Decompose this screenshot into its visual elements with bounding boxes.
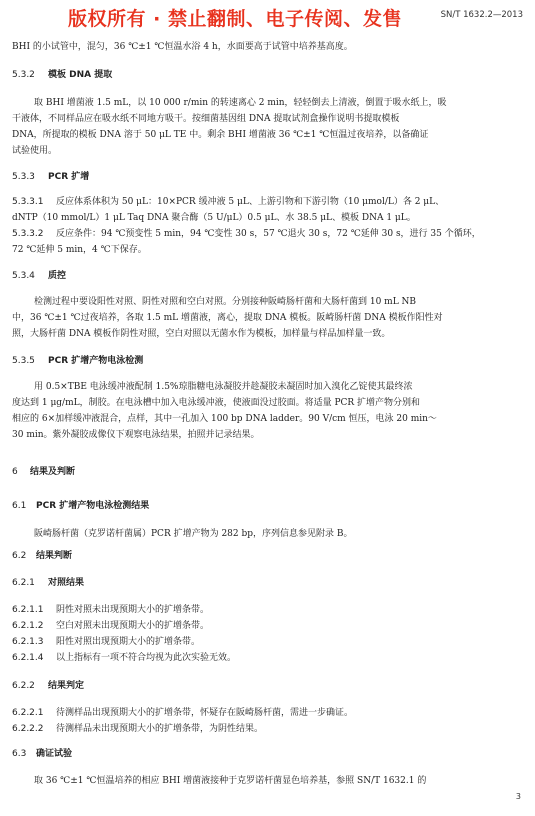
section-number: 5.3.5 (12, 356, 35, 366)
clause-number: 6.2.2.1 (12, 708, 44, 718)
clause-number: 6.2.1.2 (12, 621, 44, 631)
paragraph-line: 30 min。紫外凝胶成像仪下观察电泳结果，拍照并记录结果。 (12, 430, 260, 440)
section-number: 5.3.3 (12, 172, 35, 182)
section-number: 6 (12, 467, 18, 477)
section-number: 6.1 (12, 501, 27, 511)
paragraph-line: 取 BHI 增菌液 1.5 mL，以 10 000 r/min 的转速离心 2 min，轻轻倒去上清液，倒置于吸水纸上，吸 (34, 98, 447, 108)
paragraph-line: DNA，所提取的模板 DNA 溶于 50 μL TE 中。剩余 BHI 增菌液 36 ℃±1 ℃恒温过夜培养，以备确证 (12, 130, 429, 140)
section-number: 6.2.1 (12, 578, 35, 588)
clause-number: 5.3.3.2 (12, 229, 44, 239)
clause-6-2-1-2 (12, 620, 209, 632)
clause-number: 6.2.2.2 (12, 724, 44, 734)
clause-6-2-2-2 (12, 723, 263, 735)
section-heading-5-3-4 (12, 270, 66, 282)
section-title: PCR 扩增产物电泳检测结果 (36, 501, 150, 511)
section-number: 5.3.2 (12, 70, 35, 80)
section-title: 结果判定 (48, 681, 85, 691)
document-number: SN/T 1632.2—2013 (440, 10, 523, 20)
paragraph-line: 照，大肠杆菌 DNA 模板作阴性对照，空白对照以无菌水作为模板，加样量与样品加样量一致。 (12, 329, 391, 339)
section-heading-6-3 (12, 748, 72, 760)
section-number: 6.3 (12, 749, 27, 759)
paragraph-line: 阪崎肠杆菌（克罗诺杆菌属）PCR 扩增产物为 282 bp，序列信息参见附录 B。 (34, 529, 353, 539)
clause-6-2-1-1 (12, 604, 209, 616)
clause-number: 6.2.1.1 (12, 605, 44, 615)
watermark-text: 版权所有 · 禁止翻制、电子传阅、发售 (68, 8, 402, 30)
clause-text: 以上指标有一项不符合均视为此次实验无效。 (56, 653, 237, 663)
clause-text: 反应体系体积为 50 μL：10×PCR 缓冲液 5 μL、上游引物和下游引物（10 μmol/L）各 2 μL、 (56, 197, 445, 207)
clause-6-2-1-4 (12, 652, 236, 664)
paragraph-line: dNTP（10 mmol/L）1 μL Taq DNA 聚合酶（5 U/μL）0.5 μL、水 38.5 μL、模板 DNA 1 μL。 (12, 213, 416, 223)
clause-text: 阳性对照出现预期大小的扩增条带。 (56, 637, 201, 647)
clause-5-3-3-1 (12, 196, 444, 208)
clause-number: 6.2.1.4 (12, 653, 44, 663)
section-number: 6.2 (12, 551, 27, 561)
paragraph-line: 检测过程中要设阳性对照、阴性对照和空白对照。分别接种阪崎肠杆菌和大肠杆菌到 10 mL NB (34, 297, 417, 307)
clause-6-2-2-1 (12, 707, 353, 719)
paragraph-line: BHI 的小试管中，混匀，36 ℃±1 ℃恒温水浴 4 h，水面要高于试管中培养基高度。 (12, 42, 353, 52)
clause-text: 待测样品未出现预期大小的扩增条带，为阴性结果。 (56, 724, 264, 734)
section-heading-6-2-1 (12, 577, 84, 589)
paragraph-line: 相应的 6×加样缓冲液混合，点样，其中一孔加入 100 bp DNA ladder。90 V/cm 恒压，电泳 20 min～ (12, 414, 437, 424)
paragraph-line: 用 0.5×TBE 电泳缓冲液配制 1.5%琼脂糖电泳凝胶并趁凝胶未凝固时加入溴化乙锭使其最终浓 (34, 382, 413, 392)
section-title: PCR 扩增产物电泳检测 (48, 356, 144, 366)
clause-number: 5.3.3.1 (12, 197, 44, 207)
section-heading-6 (12, 466, 75, 478)
clause-5-3-3-2 (12, 228, 481, 240)
section-heading-6-2-2 (12, 680, 84, 692)
section-number: 5.3.4 (12, 271, 35, 281)
section-heading-5-3-5 (12, 355, 143, 367)
section-title: 质控 (48, 271, 67, 281)
paragraph-line: 72 ℃延伸 5 min，4 ℃下保存。 (12, 245, 147, 255)
paragraph-line: 度达到 1 μg/mL，制胶。在电泳槽中加入电泳缓冲液，使液面没过胶面。将适量 PCR 扩增产物分别和 (12, 398, 421, 408)
section-title: 结果判断 (36, 551, 73, 561)
section-title: 对照结果 (48, 578, 85, 588)
clause-6-2-1-3 (12, 636, 200, 648)
section-heading-6-2 (12, 550, 72, 562)
section-title: PCR 扩增 (48, 172, 90, 182)
section-heading-5-3-3 (12, 171, 89, 183)
paragraph-line: 取 36 ℃±1 ℃恒温培养的相应 BHI 增菌液接种于克罗诺杆菌显色培养基，参照 SN/T 1632.1 的 (34, 776, 427, 786)
paragraph-line: 中，36 ℃±1 ℃过夜培养，各取 1.5 mL 增菌液，离心，提取 DNA 模板。阪崎肠杆菌 DNA 模板作阳性对 (12, 313, 443, 323)
section-title: 确证试验 (36, 749, 73, 759)
clause-text: 空白对照未出现预期大小的扩增条带。 (56, 621, 210, 631)
section-heading-6-1 (12, 500, 149, 512)
clause-text: 反应条件：94 ℃预变性 5 min，94 ℃变性 30 s，57 ℃退火 30 s，72 ℃延伸 30 s，进行 35 个循环， (56, 229, 481, 239)
clause-text: 阴性对照未出现预期大小的扩增条带。 (56, 605, 210, 615)
section-heading-5-3-2 (12, 69, 112, 81)
section-title: 结果及判断 (30, 467, 76, 477)
clause-number: 6.2.1.3 (12, 637, 44, 647)
section-title: 模板 DNA 提取 (48, 70, 113, 80)
page-number: 3 (515, 792, 521, 801)
clause-text: 待测样品出现预期大小的扩增条带，怀疑存在阪崎肠杆菌，需进一步确证。 (56, 708, 354, 718)
paragraph-line: 干液体，不同样品应在吸水纸不同地方吸干。按细菌基因组 DNA 提取试剂盒操作说明书提取模板 (12, 114, 400, 124)
paragraph-line: 试验使用。 (12, 146, 58, 156)
section-number: 6.2.2 (12, 681, 35, 691)
